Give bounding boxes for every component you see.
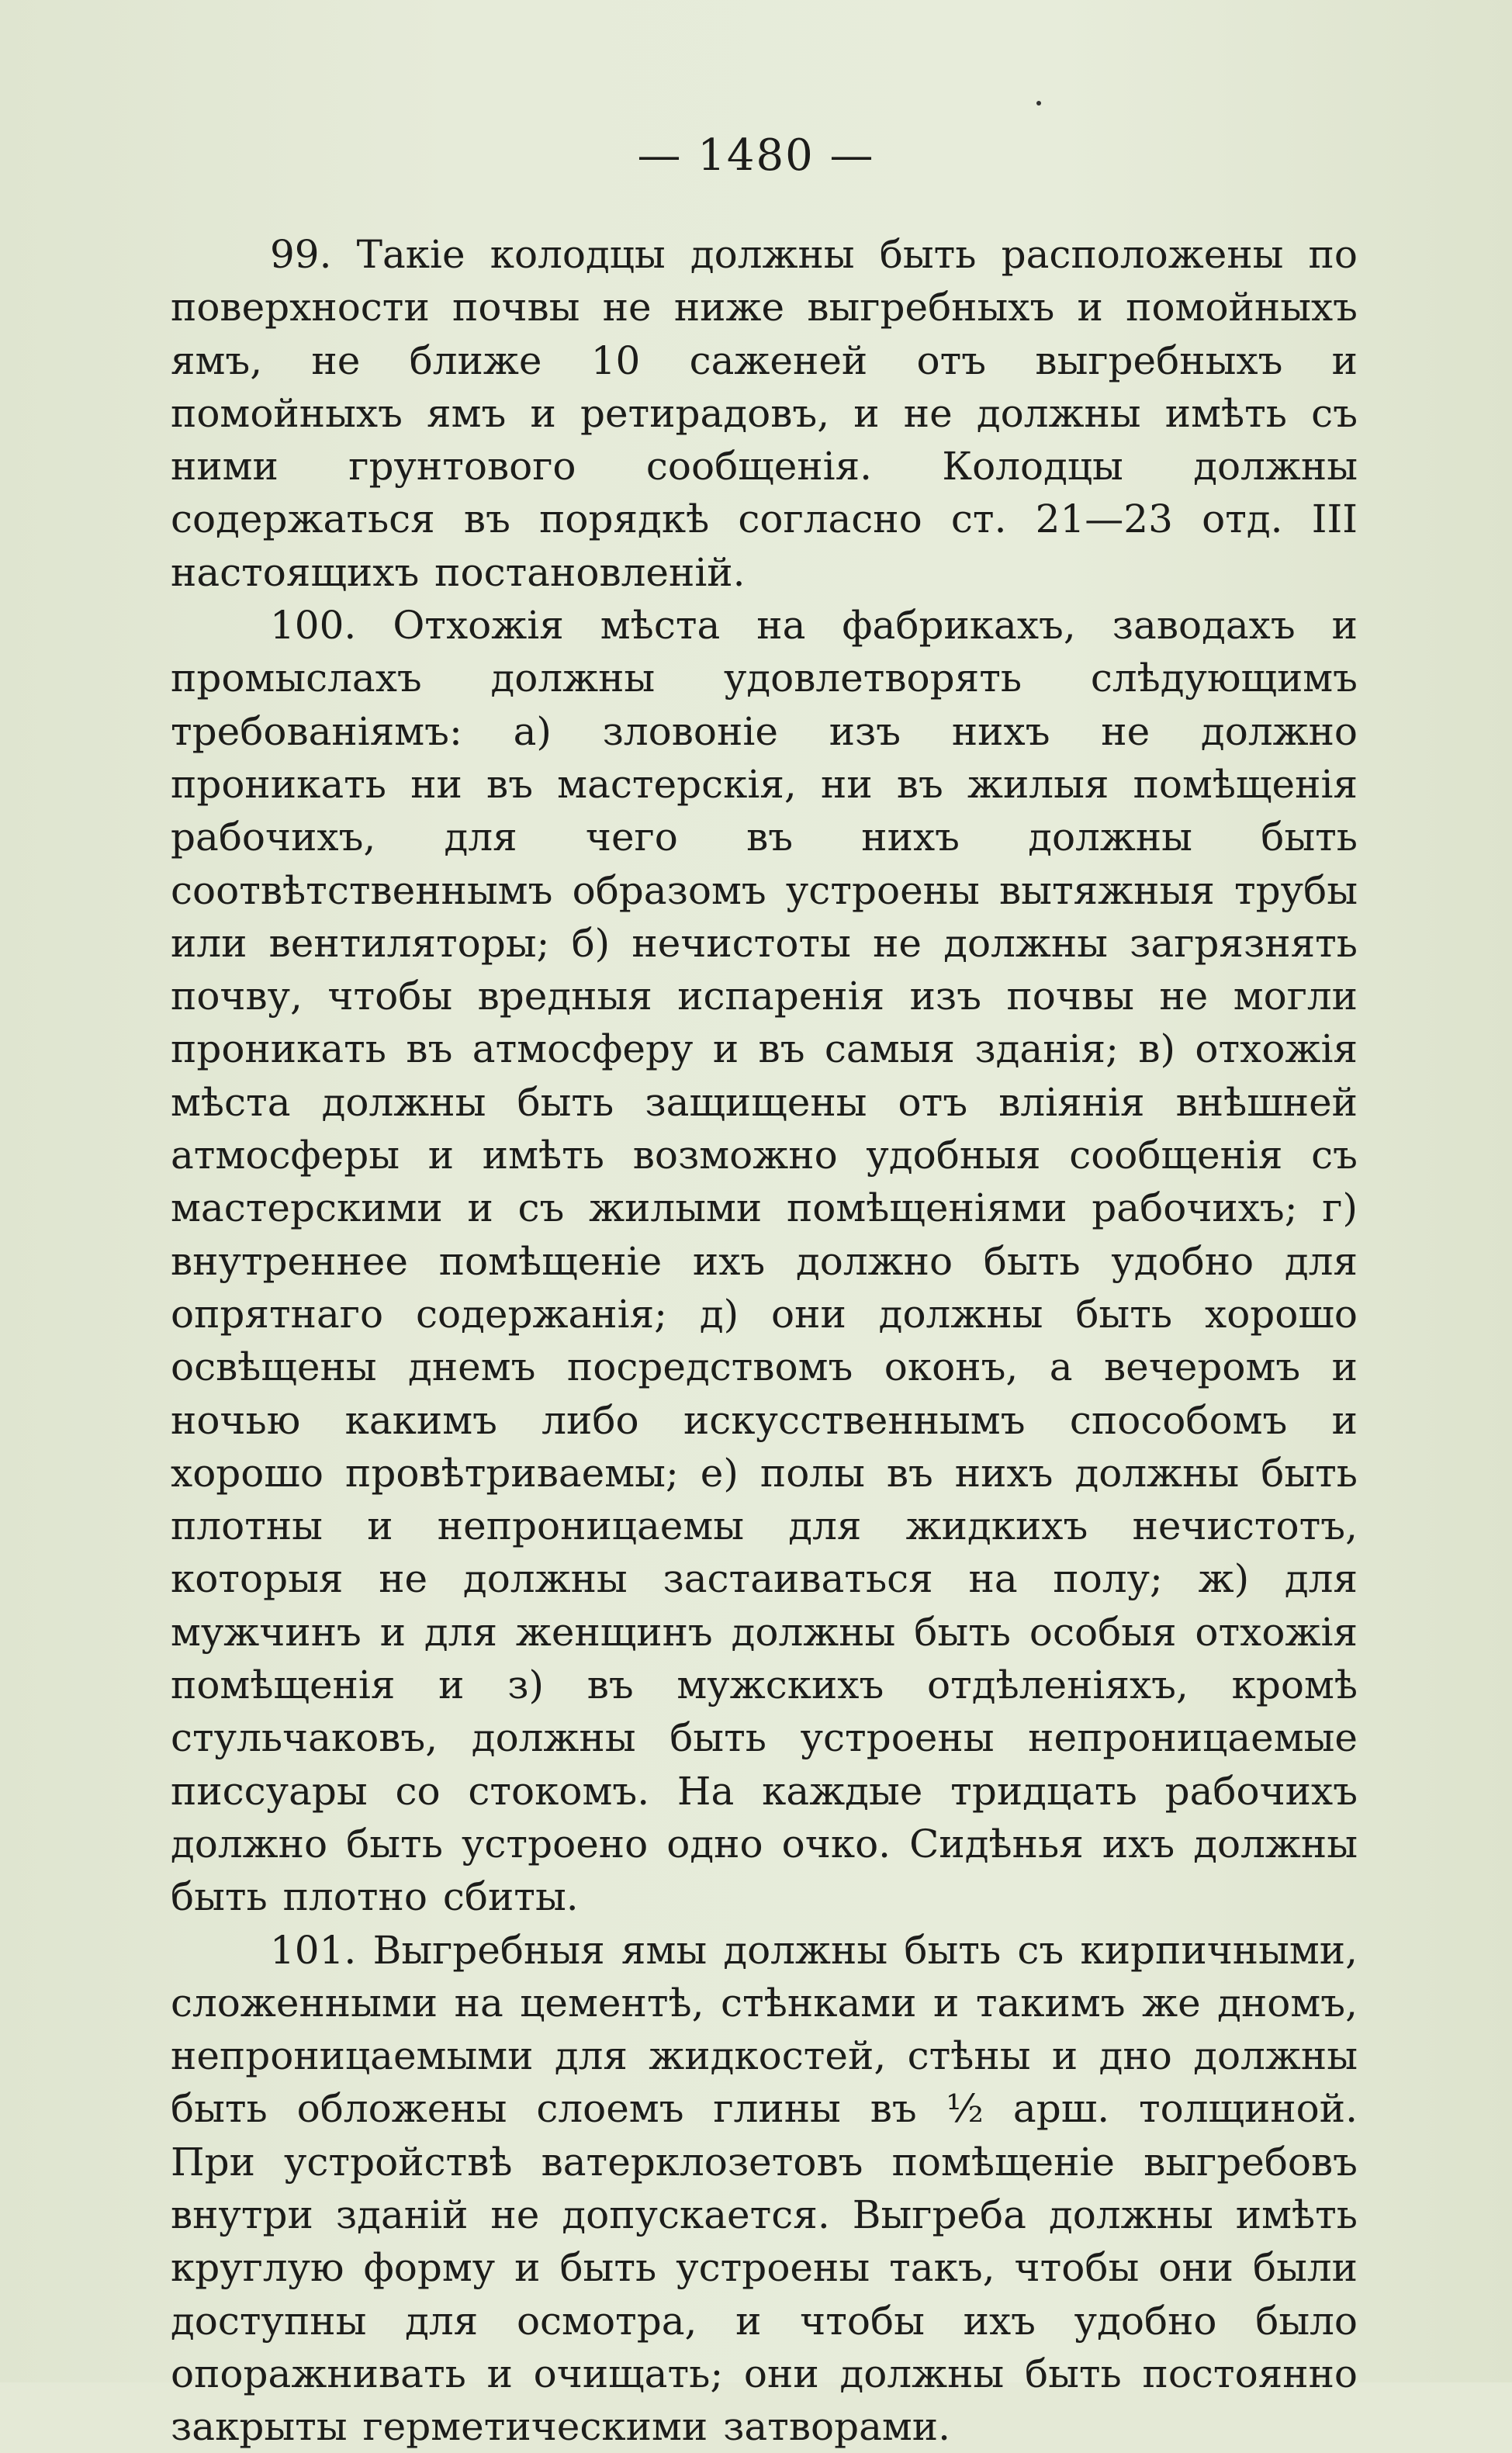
- ink-speck: [1036, 101, 1041, 106]
- page-number: — 1480 —: [0, 130, 1512, 181]
- paragraph-101: 101. Выгребныя ямы должны быть съ кирпичными, сложенными на цементѣ, стѣнками и такимъ же дномъ, непроницаемыми для жидкостей, стѣны и дно должны быть обложены слоемъ глины въ ½ арш. толщиной. При устройствѣ ватерклозетовъ помѣщеніе выгребовъ внутри зданій не допускается. Выгреба должны имѣть круглую форму и быть устроены такъ, чтобы они были доступны для осмотра, и чтобы ихъ удобно было опоражнивать и очищать; они должны быть постоянно закрыты герметическими затворами.: [171, 1924, 1358, 2453]
- body-text: [171, 228, 1358, 2453]
- paragraph-99: 99. Такіе колодцы должны быть расположены по поверхности почвы не ниже выгребныхъ и помойныхъ ямъ, не ближе 10 саженей отъ выгребныхъ и помойныхъ ямъ и ретирадовъ, и не должны имѣть съ ними грунтового сообщенія. Колодцы должны содержаться въ порядкѣ согласно ст. 21—23 отд. III настоящихъ постановленій.: [171, 228, 1358, 599]
- paragraph-100: 100. Отхожія мѣста на фабрикахъ, заводахъ и промыслахъ должны удовлетворять слѣдующимъ требованіямъ: а) зловоніе изъ нихъ не должно проникать ни въ мастерскія, ни въ жилыя помѣщенія рабочихъ, для чего въ нихъ должны быть соотвѣтственнымъ образомъ устроены вытяжныя трубы или вентиляторы; б) нечистоты не должны загрязнять почву, чтобы вредныя испаренія изъ почвы не могли проникать въ атмосферу и въ самыя зданія; в) отхожія мѣста должны быть защищены отъ вліянія внѣшней атмосферы и имѣть возможно удобныя сообщенія съ мастерскими и съ жилыми помѣщеніями рабочихъ; г) внутреннее помѣщеніе ихъ должно быть удобно для опрятнаго содержанія; д) они должны быть хорошо освѣщены днемъ посредствомъ оконъ, а вечеромъ и ночью какимъ либо искусственнымъ способомъ и хорошо провѣтриваемы; е) полы въ нихъ должны быть плотны и непроницаемы для жидкихъ нечистотъ, которыя не должны застаиваться на полу; ж) для мужчинъ и для женщинъ должны быть особыя отхожія помѣщенія и з) въ мужскихъ отдѣленіяхъ, кромѣ стульчаковъ, должны быть устроены непроницаемые писсуары со стокомъ. На каждые тридцать рабочихъ должно быть устроено одно очко. Сидѣнья ихъ должны быть плотно сбиты.: [171, 599, 1358, 1923]
